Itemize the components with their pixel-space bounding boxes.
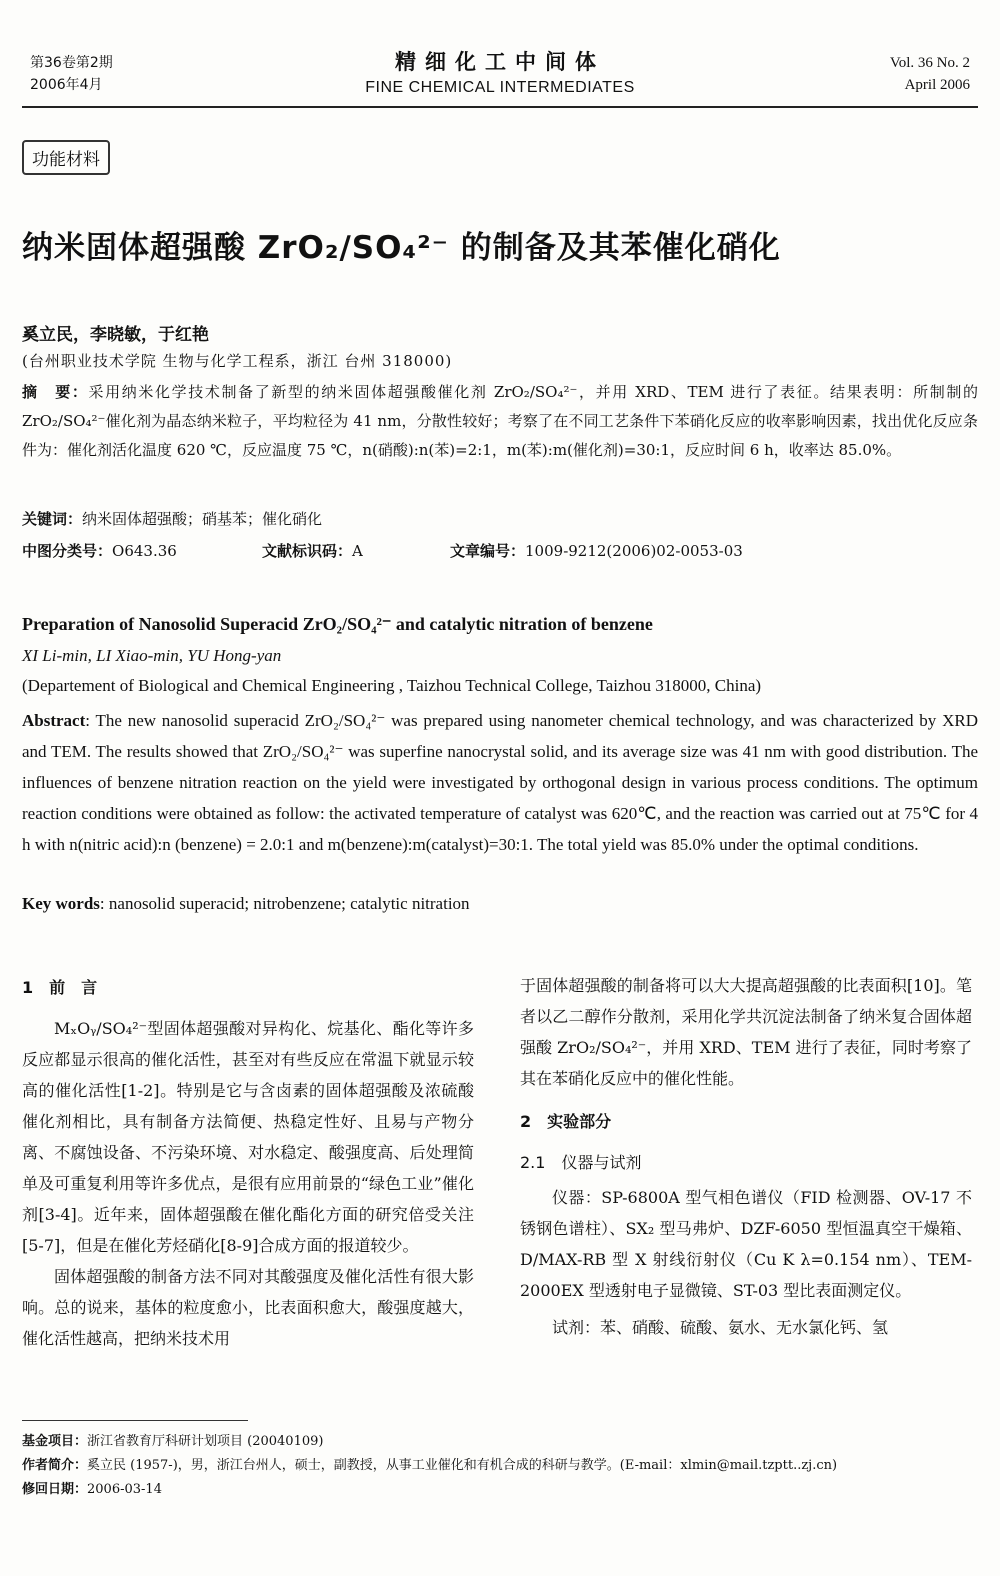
section-2-heading: 2 实验部分 — [520, 1112, 612, 1131]
journal-header — [0, 46, 1000, 97]
volume-info — [890, 52, 970, 96]
english-title: Preparation of Nanosolid Superacid ZrO₂/SO₄²⁻ and catalytic nitration of benzene — [22, 614, 653, 634]
clc-value: O643.36 — [112, 542, 177, 560]
section-1-heading: 1 前 言 — [22, 978, 98, 997]
instruments-paragraph: 仪器：SP-6800A 型气相色谱仪（FID 检测器、OV-17 不锈钢色谱柱）、SX₂ 型马弗炉、DZF-6050 型恒温真空干燥箱、D/MAX-RB 型 X 射线衍射仪（Cu K λ=0.154 nm）、TEM-2000EX 型透射电子显微镜、ST-03 型比表面测定仪。 — [520, 1188, 972, 1300]
fund-label: 基金项目： — [22, 1434, 88, 1449]
english-affiliation: (Departement of Biological and Chemical Engineering , Taizhou Technical College, Taizhou 318000, China) — [22, 676, 762, 695]
clc-label: 中图分类号： — [22, 542, 113, 560]
keywords-cn — [22, 508, 322, 529]
english-authors: XI Li-min, LI Xiao-min, YU Hong-yan — [22, 646, 282, 665]
section-2-1-heading: 2.1 仪器与试剂 — [520, 1153, 642, 1172]
issue-date: 2006年4月 — [30, 77, 103, 93]
volume-date: April 2006 — [904, 77, 970, 93]
affiliation: (台州职业技术学院 生物与化学工程系，浙江 台州 318000) — [22, 352, 453, 370]
issue-number: 第36卷第2期 — [30, 55, 113, 71]
article-number-value: 1009-9212(2006)02-0053-03 — [525, 542, 743, 560]
fund-text: 浙江省教育厅科研计划项目 (20040109) — [87, 1434, 324, 1449]
body-column-right — [520, 970, 972, 1343]
english-abstract-label: Abstract — [22, 711, 86, 730]
english-keywords-label: Key words — [22, 894, 100, 913]
abstract-cn-label: 摘 要： — [22, 383, 89, 401]
authors: 奚立民，李晓敏，于红艳 — [22, 325, 209, 345]
author-bio-label: 作者简介： — [22, 1458, 88, 1473]
journal-name-en: FINE CHEMICAL INTERMEDIATES — [365, 79, 635, 96]
section-1-paragraph-2: 固体超强酸的制备方法不同对其酸强度及催化活性有很大影响。总的说来，基体的粒度愈小，比表面积愈大，酸强度越大，催化活性越高，把纳米技术用 — [22, 1267, 474, 1348]
section-1-paragraph-1: MₓOᵧ/SO₄²⁻型固体超强酸对异构化、烷基化、酯化等许多反应都显示很高的催化活性，甚至对有些反应在常温下就显示较高的催化活性[1-2]。特别是它与含卤素的固体超强酸及浓硫酸催化剂相比，具有制备方法简便、热稳定性好、且易与产物分离、不腐蚀设备、不污染环境、对水稳定、酸强度高、后处理简单及可重复利用等许多优点，是很有应用前景的“绿色工业”催化剂[3-4]。近年来，固体超强酸在催化酯化方面的研究倍受关注[5-7]，但是在催化芳烃硝化[8-9]合成方面的报道较少。 — [22, 1019, 474, 1255]
footnote-divider — [22, 1420, 248, 1421]
reagents-paragraph: 试剂：苯、硝酸、硫酸、氨水、无水氯化钙、氢 — [552, 1318, 889, 1337]
section-1-paragraph-continued: 于固体超强酸的制备将可以大大提高超强酸的比表面积[10]。笔者以乙二醇作分散剂，采用化学共沉淀法制备了纳米复合固体超强酸 ZrO₂/SO₄²⁻，并用 XRD、TEM 进行了表征，同时考察了其在苯硝化反应中的催化性能。 — [520, 976, 972, 1088]
author-bio-text: 奚立民 (1957-)，男，浙江台州人，硕士，副教授，从事工业催化和有机合成的科研与教学。(E-mail：xlmin@mail.tzptt..zj.cn) — [87, 1458, 838, 1473]
section-tag: 功能材料 — [22, 140, 110, 175]
footnote-fund — [22, 1430, 978, 1454]
abstract-cn — [22, 378, 978, 465]
keywords-cn-label: 关键词： — [22, 510, 83, 528]
footnote-author — [22, 1454, 978, 1478]
footnote-revised — [22, 1478, 978, 1502]
english-abstract-text: : The new nanosolid superacid ZrO₂/SO₄²⁻ was prepared using nanometer chemical technology, and was characterized by XRD and TEM. The results showed that ZrO₂/SO₄²⁻ was superfine nanocrystal solid, and its average size was 41 nm with good distribution. The influences of benzene nitration reaction on the yield were investigated by orthogonal design in various process conditions. The optimum reaction conditions were obtained as follow: the activated temperature of catalyst was 620℃, and the reaction was carried out at 75℃ for 4 h with n(nitric acid):n (benzene) = 2.0:1 and m(benzene):m(catalyst)=30:1. The total yield was 85.0% under the optimal conditions. — [22, 711, 978, 854]
english-keywords — [22, 894, 470, 914]
volume-number: Vol. 36 No. 2 — [889, 55, 970, 71]
abstract-cn-text: 采用纳米化学技术制备了新型的纳米固体超强酸催化剂 ZrO₂/SO₄²⁻，并用 XRD、TEM 进行了表征。结果表明：所制制的 ZrO₂/SO₄²⁻催化剂为晶态纳米粒子，平均粒径为 41 nm，分散性较好；考察了在不同工艺条件下苯硝化反应的收率影响因素，找出优化反应条件为：催化剂活化温度 620 ℃，反应温度 75 ℃，n(硝酸):n(苯)=2:1，m(苯):m(催化剂)=30:1，反应时间 6 h，收率达 85.0%。 — [22, 383, 978, 459]
revised-label: 修回日期： — [22, 1482, 88, 1497]
english-keywords-text: : nanosolid superacid; nitrobenzene; catalytic nitration — [99, 894, 470, 913]
paper-title: 纳米固体超强酸 ZrO₂/SO₄²⁻ 的制备及其苯催化硝化 — [22, 230, 781, 266]
footnotes — [22, 1430, 978, 1502]
classification-line — [22, 540, 978, 561]
header-divider — [22, 106, 978, 108]
doc-code-label: 文献标识码： — [262, 542, 353, 560]
body-column-left — [22, 970, 474, 1354]
doc-code-value: A — [352, 542, 363, 560]
article-number-label: 文章编号： — [450, 542, 526, 560]
english-abstract — [22, 705, 978, 860]
revised-date: 2006-03-14 — [87, 1482, 162, 1497]
journal-name-cn: 精细化工中间体 — [395, 50, 605, 74]
keywords-cn-text: 纳米固体超强酸；硝基苯；催化硝化 — [82, 510, 323, 528]
